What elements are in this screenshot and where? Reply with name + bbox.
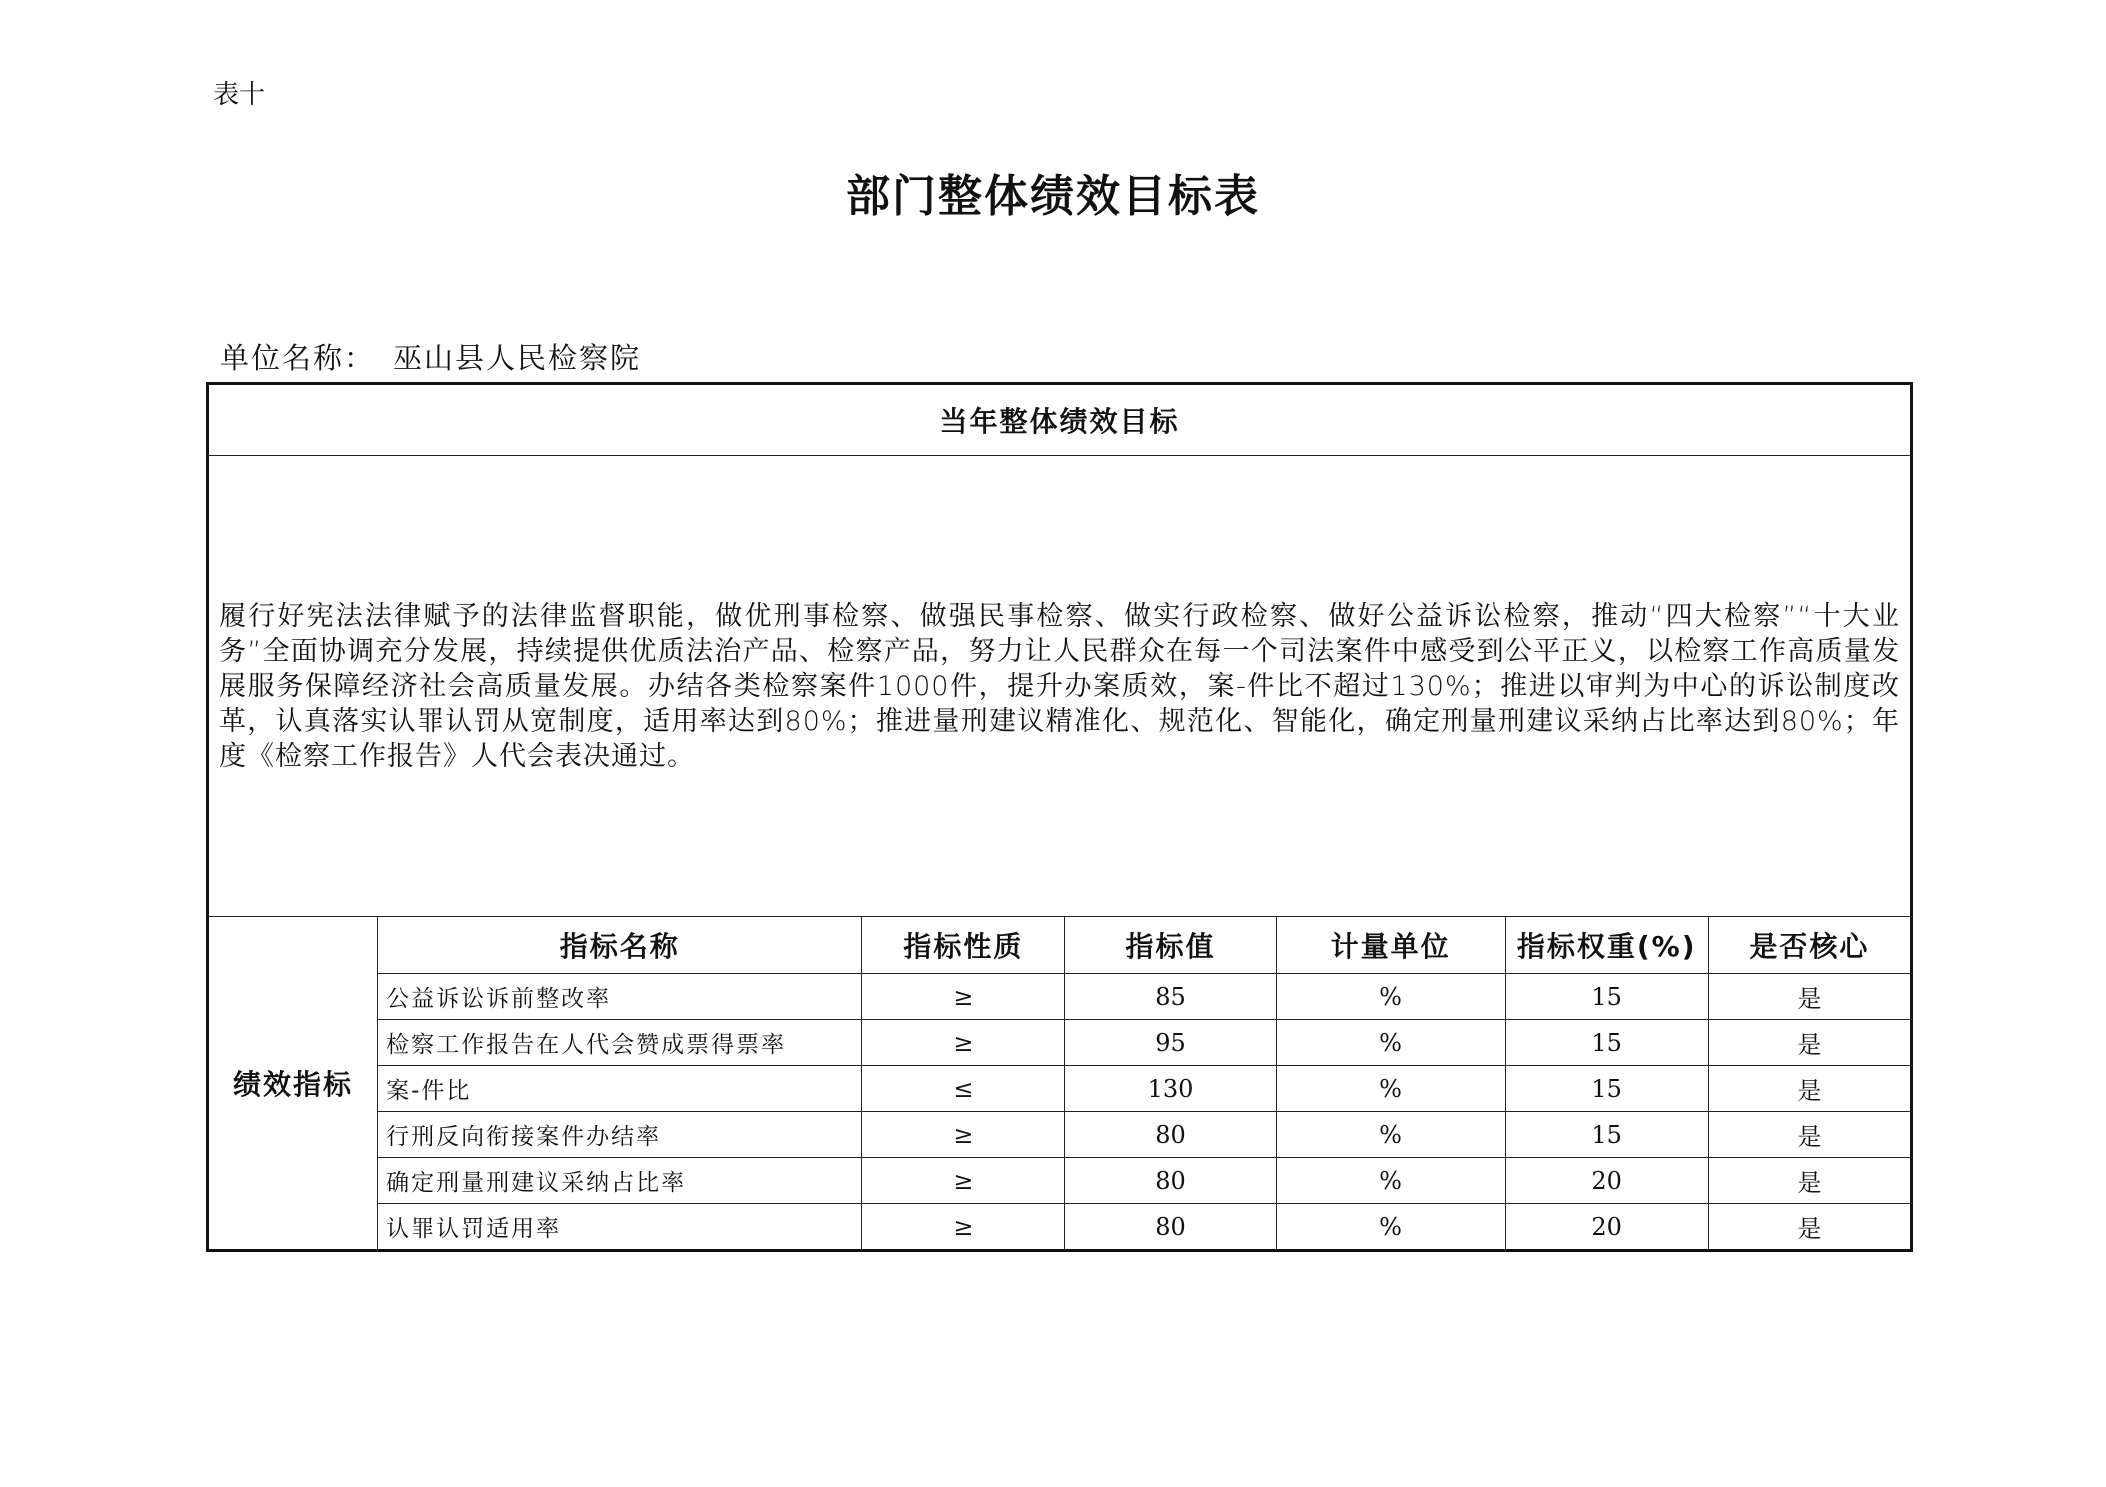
indicator-unit: % xyxy=(1276,1158,1505,1204)
indicator-unit: % xyxy=(1276,1066,1505,1112)
indicator-unit: % xyxy=(1276,1020,1505,1066)
table-row xyxy=(208,1204,1912,1251)
indicators-section-label: 绩效指标 xyxy=(208,917,378,1251)
table-row xyxy=(208,1066,1912,1112)
indicator-value: 130 xyxy=(1065,1066,1276,1112)
column-header-indicator-value: 指标值 xyxy=(1065,917,1276,974)
column-header-weight: 指标权重(%) xyxy=(1505,917,1708,974)
indicator-weight: 15 xyxy=(1505,974,1708,1020)
indicator-unit: % xyxy=(1276,1112,1505,1158)
indicator-core: 是 xyxy=(1708,1204,1911,1251)
indicator-name: 案-件比 xyxy=(378,1066,862,1112)
column-header-indicator-name: 指标名称 xyxy=(378,917,862,974)
indicator-weight: 20 xyxy=(1505,1158,1708,1204)
indicator-name: 确定刑量刑建议采纳占比率 xyxy=(378,1158,862,1204)
indicator-weight: 15 xyxy=(1505,1020,1708,1066)
indicator-nature: ≥ xyxy=(862,1020,1065,1066)
indicator-core: 是 xyxy=(1708,1112,1911,1158)
indicator-value: 80 xyxy=(1065,1112,1276,1158)
indicator-name: 行刑反向衔接案件办结率 xyxy=(378,1112,862,1158)
indicator-value: 80 xyxy=(1065,1204,1276,1251)
indicator-weight: 15 xyxy=(1505,1066,1708,1112)
unit-name-label: 单位名称： xyxy=(220,341,376,375)
indicator-nature: ≥ xyxy=(862,974,1065,1020)
indicator-nature: ≥ xyxy=(862,1158,1065,1204)
indicator-core: 是 xyxy=(1708,1020,1911,1066)
annual-goal-header: 当年整体绩效目标 xyxy=(208,384,1912,456)
indicator-unit: % xyxy=(1276,1204,1505,1251)
unit-name-value: 巫山县人民检察院 xyxy=(393,341,642,375)
indicator-core: 是 xyxy=(1708,1158,1911,1204)
table-row xyxy=(208,1020,1912,1066)
indicator-value: 95 xyxy=(1065,1020,1276,1066)
table-row xyxy=(208,1112,1912,1158)
column-header-is-core: 是否核心 xyxy=(1708,917,1911,974)
indicator-name: 公益诉讼诉前整改率 xyxy=(378,974,862,1020)
indicator-core: 是 xyxy=(1708,1066,1911,1112)
indicator-nature: ≥ xyxy=(862,1112,1065,1158)
table-row xyxy=(208,1158,1912,1204)
column-header-indicator-nature: 指标性质 xyxy=(862,917,1065,974)
indicator-unit: % xyxy=(1276,974,1505,1020)
table-number-label: 表十 xyxy=(213,80,266,110)
table-row xyxy=(208,974,1912,1020)
column-header-unit: 计量单位 xyxy=(1276,917,1505,974)
indicator-value: 80 xyxy=(1065,1158,1276,1204)
document-title: 部门整体绩效目标表 xyxy=(846,171,1260,222)
indicator-core: 是 xyxy=(1708,974,1911,1020)
indicator-name: 检察工作报告在人代会赞成票得票率 xyxy=(378,1020,862,1066)
indicator-weight: 15 xyxy=(1505,1112,1708,1158)
unit-name-line xyxy=(220,336,641,377)
indicator-weight: 20 xyxy=(1505,1204,1708,1251)
indicator-nature: ≥ xyxy=(862,1204,1065,1251)
indicator-value: 85 xyxy=(1065,974,1276,1020)
indicator-nature: ≤ xyxy=(862,1066,1065,1112)
performance-goal-table xyxy=(206,382,1913,1252)
annual-goal-text: 履行好宪法法律赋予的法律监督职能，做优刑事检察、做强民事检察、做实行政检察、做好公益诉讼检察，推动“四大检察”“十大业务”全面协调充分发展，持续提供优质法治产品、检察产品，努力让人民群众在每一个司法案件中感受到公平正义，以检察工作高质量发展服务保障经济社会高质量发展。办结各类检察案件1000件，提升办案质效，案-件比不超过130%；推进以审判为中心的诉讼制度改革，认真落实认罪认罚从宽制度，适用率达到80%；推进量刑建议精准化、规范化、智能化，确定刑量刑建议采纳占比率达到80%；年度《检察工作报告》人代会表决通过。 xyxy=(208,456,1912,917)
indicator-name: 认罪认罚适用率 xyxy=(378,1204,862,1251)
